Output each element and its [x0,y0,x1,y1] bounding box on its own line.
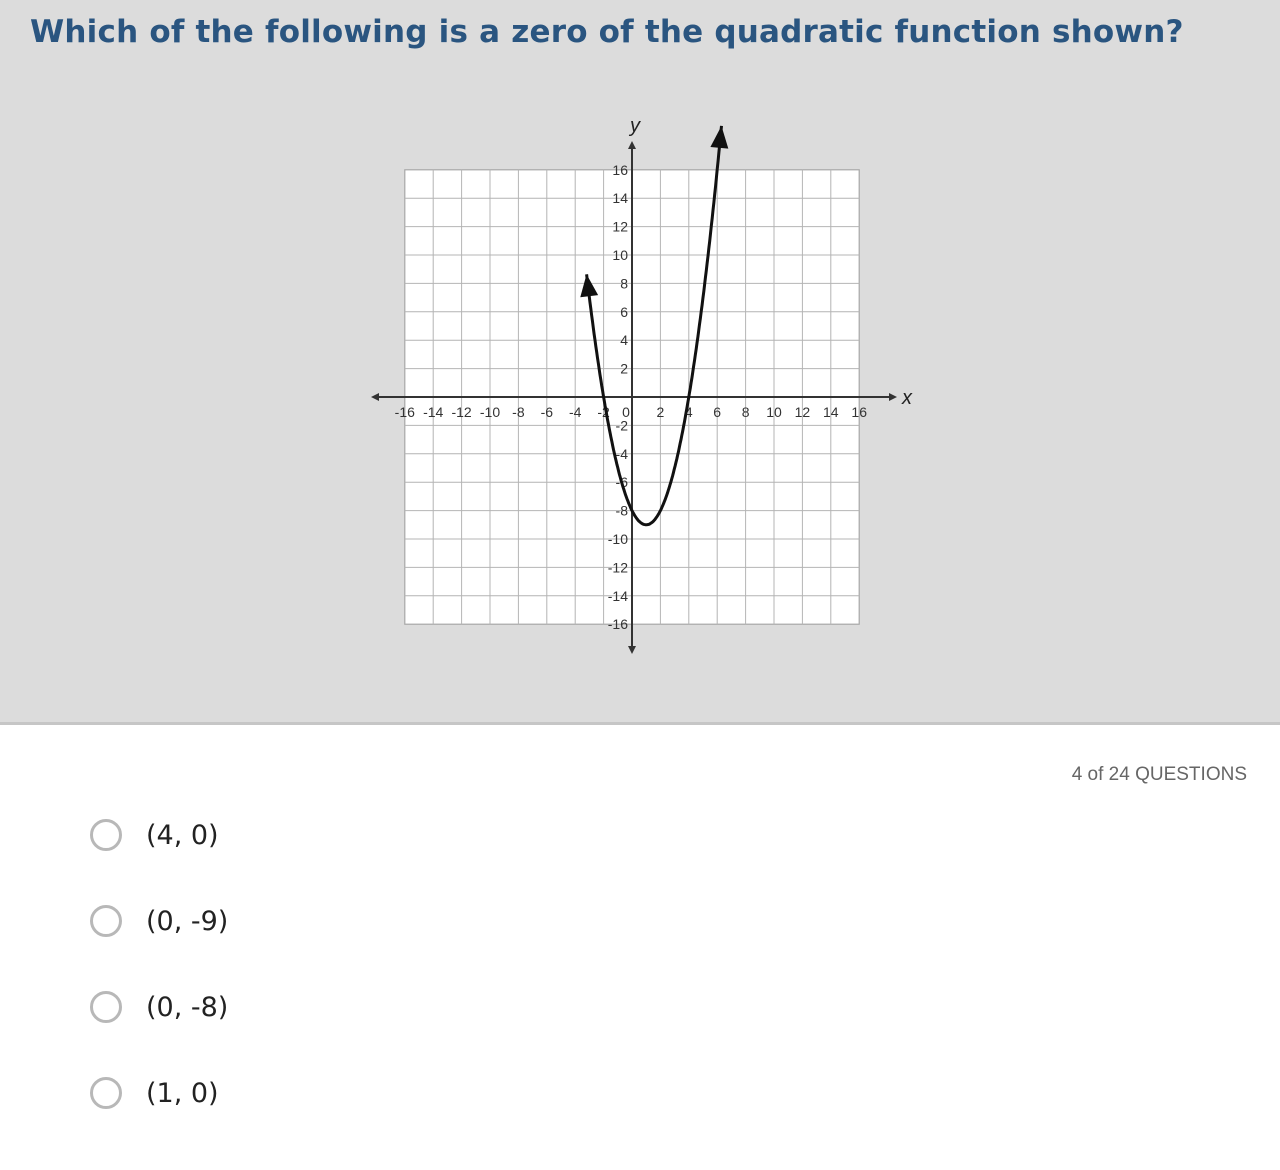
x-tick-label: 0 [622,404,630,420]
y-tick-label: -8 [615,502,628,519]
x-tick-label: -4 [568,404,582,420]
radio-button[interactable] [90,991,122,1023]
x-tick-label: -16 [394,404,415,420]
x-tick-label: -14 [423,404,444,420]
choice-label: (0, -8) [146,991,229,1023]
question-counter: 4 of 24 QUESTIONS [1071,764,1247,785]
answer-choice-4[interactable] [90,1070,690,1116]
y-tick-label: 12 [612,218,628,235]
radio-button[interactable] [90,905,122,937]
x-tick-label: 2 [656,404,665,420]
answer-choice-1[interactable] [90,812,690,858]
choice-label: (1, 0) [146,1077,219,1109]
y-tick-label: 10 [612,247,628,263]
answer-choices [90,812,690,1156]
x-axis-label: x [902,387,912,409]
y-tick-label: 2 [620,360,628,377]
y-axis-arrow-down [628,646,636,654]
y-axis-label: y [630,115,640,137]
radio-button[interactable] [90,1077,122,1109]
y-tick-label: -10 [607,531,628,547]
x-axis-arrow-left [371,393,379,401]
question-title: Which of the following is a zero of the quadratic function shown? [30,14,1184,50]
x-tick-label: -6 [540,404,554,420]
x-tick-label: 6 [713,404,722,420]
y-tick-label: 16 [612,161,628,178]
x-tick-label: -12 [451,404,472,420]
choice-label: (0, -9) [146,905,229,937]
choice-label: (4, 0) [146,819,219,851]
y-tick-label: 6 [620,303,628,320]
x-tick-label: 10 [766,404,782,420]
x-axis-arrow-right [889,393,897,401]
curve-arrow-right [710,126,728,149]
y-tick-label: 4 [620,332,628,349]
y-tick-label: 14 [612,190,628,207]
x-tick-label: 8 [741,404,750,420]
x-tick-label: -8 [512,404,525,420]
y-tick-label: -6 [615,474,628,491]
x-tick-label: 12 [794,404,811,420]
x-tick-label: -10 [479,404,501,420]
y-tick-label: -4 [615,445,628,462]
answer-choice-3[interactable] [90,984,690,1030]
answer-choice-2[interactable] [90,898,690,944]
y-tick-label: -16 [607,616,628,633]
y-axis-arrow-up [628,141,636,149]
y-tick-label: 8 [620,275,628,292]
x-tick-label: 4 [684,404,693,420]
y-tick-label: -12 [607,559,628,576]
x-tick-label: -2 [597,404,610,420]
x-tick-label: 16 [851,404,867,420]
x-tick-label: 14 [823,404,839,420]
radio-button[interactable] [90,819,122,851]
y-tick-label: -14 [607,587,628,604]
y-tick-label: -2 [615,417,628,434]
